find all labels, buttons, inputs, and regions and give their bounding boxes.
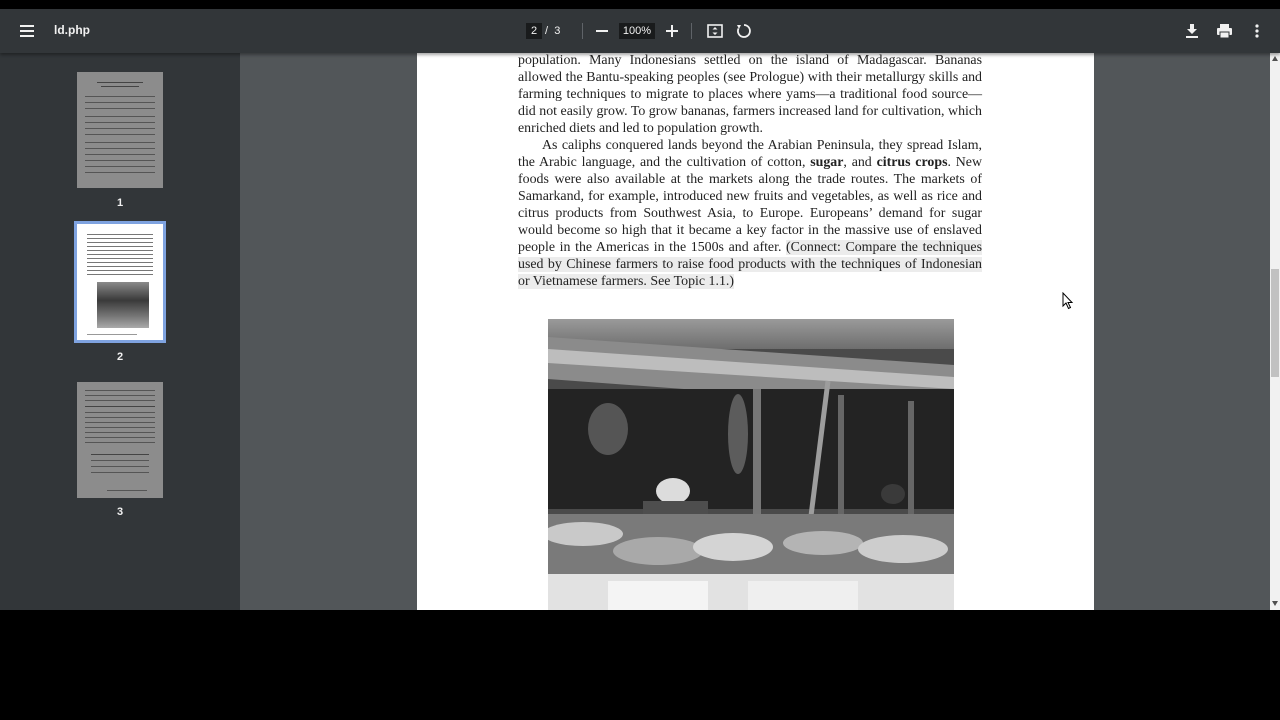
document-title: ld.php — [54, 23, 90, 37]
pdf-toolbar — [0, 9, 1280, 53]
connect-note: (Connect: Compare the techniques used by Chinese farmers to raise food products with the techniques of Indonesian or Vietnamese farmers. See Topic 1.1.) — [518, 240, 982, 289]
page-count — [545, 23, 560, 39]
print-icon — [1217, 24, 1232, 38]
thumbnail-sidebar — [0, 53, 240, 610]
fit-to-page-button[interactable] — [704, 20, 726, 42]
page-thumbnail-3[interactable] — [77, 382, 163, 498]
toolbar-divider — [691, 23, 692, 39]
page-text — [518, 53, 982, 290]
download-icon — [1186, 24, 1198, 38]
page-separator: / — [545, 25, 549, 37]
menu-button[interactable] — [14, 19, 40, 43]
rotate-icon — [736, 23, 752, 39]
paragraph-2 — [518, 137, 982, 290]
more-vert-icon — [1255, 24, 1259, 38]
thumbnail-label: 2 — [116, 351, 124, 363]
top-strip — [0, 0, 1280, 9]
zoom-in-button[interactable] — [662, 21, 682, 41]
thumbnail-label: 1 — [116, 197, 124, 209]
more-actions-button[interactable] — [1246, 20, 1268, 42]
zoom-in-icon — [666, 25, 678, 37]
vertical-scrollbar[interactable] — [1270, 53, 1280, 610]
scroll-down-arrow-icon[interactable] — [1272, 601, 1278, 606]
pdf-page — [417, 53, 1094, 610]
document-viewer[interactable] — [240, 53, 1270, 610]
page-thumbnail-2[interactable] — [77, 224, 163, 340]
zoom-out-icon — [596, 25, 608, 37]
menu-icon — [20, 25, 34, 37]
scrollbar-thumb[interactable] — [1271, 269, 1279, 377]
market-stall-photo — [548, 319, 954, 610]
total-pages: 3 — [554, 25, 561, 37]
term-sugar: sugar — [810, 155, 844, 170]
zoom-out-button[interactable] — [592, 21, 612, 41]
term-citrus-crops: citrus crops — [876, 155, 948, 170]
bottom-black-area — [0, 610, 1280, 720]
rotate-button[interactable] — [733, 20, 755, 42]
page-number-input[interactable]: 2 — [526, 23, 542, 39]
download-button[interactable] — [1181, 20, 1203, 42]
scroll-up-arrow-icon[interactable] — [1272, 56, 1278, 61]
paragraph-2-text: , and — [843, 155, 877, 170]
paragraph-2-text: . New foods were also available at the markets along the trade routes. The markets of Samarkand, for example, introduced new fruits and vegetables, as well as rice and citrus products from Southwest Asia, to Europe. Europeans’ demand for sugar would become so high that it became a key factor in the massive use of enslaved people in the Americas in the 1500s and after. — [518, 155, 982, 255]
paragraph-1: population. Many Indonesians settled on the island of Madagascar. Bananas allowed the Bantu-speaking peoples (see Prologue) with their metallurgy skills and farming techniques to migrate to places where yams—a traditional food source—did not easily grow. To grow bananas, farmers increased land for cultivation, which enriched diets and led to population growth. — [518, 53, 982, 136]
mouse-cursor-icon — [1062, 292, 1074, 310]
print-button[interactable] — [1213, 20, 1235, 42]
zoom-level-input[interactable]: 100% — [619, 23, 655, 39]
page-thumbnail-1[interactable] — [77, 72, 163, 188]
paragraph-2-text: As caliphs conquered lands beyond the Arabian Peninsula, they spread Islam, the Arabic language, and the cultivation of cotton, — [518, 138, 982, 170]
toolbar-divider — [582, 23, 583, 39]
fit-page-icon — [707, 24, 723, 38]
thumbnail-label: 3 — [116, 506, 124, 518]
